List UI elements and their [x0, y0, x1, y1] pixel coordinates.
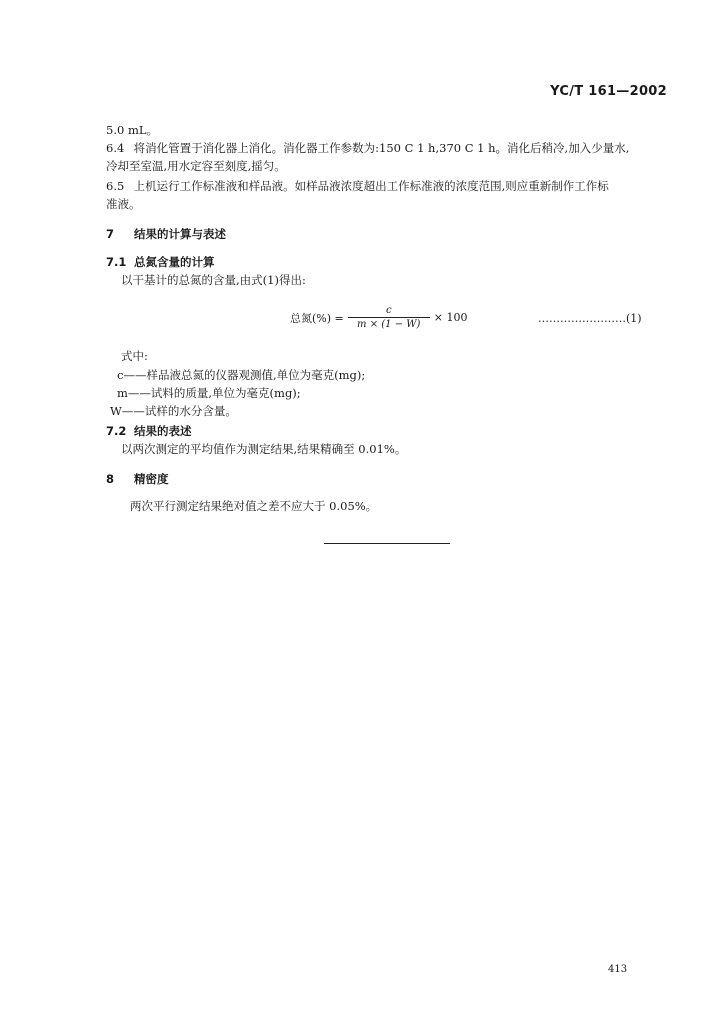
- end-of-document-rule: [324, 543, 450, 544]
- standard-number: YC/T 161—2002: [550, 84, 667, 99]
- body-line: 5.0 mL。: [106, 123, 158, 137]
- section-8-text: 两次平行测定结果绝对值之差不应大于 0.05%。: [130, 499, 378, 513]
- section-number: 8: [106, 472, 115, 486]
- fraction-bar: [348, 317, 430, 318]
- section-8-heading: [106, 473, 169, 487]
- equation-number: ……………………(1): [538, 312, 642, 325]
- clause-number: 6.4: [106, 141, 125, 155]
- total-nitrogen-formula: [290, 305, 467, 330]
- formula-fraction: [348, 305, 430, 330]
- formula-lhs: 总氮(%) =: [290, 311, 344, 325]
- body-line: 准液。: [106, 197, 141, 211]
- variable-m-definition: m——试料的质量,单位为毫克(mg);: [117, 386, 301, 400]
- section-title: 结果的表述: [134, 424, 192, 438]
- page-number: 413: [608, 964, 628, 975]
- formula-multiplier: × 100: [433, 311, 468, 324]
- section-number: 7.1: [106, 255, 127, 269]
- where-label: 式中:: [121, 349, 148, 363]
- clause-text: 上机运行工作标准液和样品液。如样品液浓度超出工作标准液的浓度范围,则应重新制作工作标: [133, 179, 609, 193]
- clause-number: 6.5: [106, 179, 125, 193]
- section-7-2-text: 以两次测定的平均值作为测定结果,结果精确至 0.01%。: [121, 442, 407, 456]
- clause-6-4: [106, 142, 629, 156]
- body-line: 冷却至室温,用水定容至刻度,摇匀。: [106, 159, 286, 173]
- section-7-1-intro: 以干基计的总氮的含量,由式(1)得出:: [121, 273, 306, 287]
- section-title: 结果的计算与表述: [134, 227, 227, 241]
- section-7-heading: [106, 228, 226, 242]
- formula-numerator: c: [385, 305, 392, 316]
- section-number: 7: [106, 227, 115, 241]
- clause-text: 将消化管置于消化器上消化。消化器工作参数为:150 C 1 h,370 C 1 h。消化后稍冷,加入少量水,: [133, 141, 630, 155]
- formula-denominator: m × (1 − W): [357, 319, 421, 330]
- section-7-1-heading: [106, 256, 215, 270]
- variable-w-definition: W——试样的水分含量。: [110, 404, 237, 418]
- section-title: 精密度: [134, 472, 169, 486]
- variable-c-definition: c——样品液总氮的仪器观测值,单位为毫克(mg);: [117, 368, 366, 382]
- section-number: 7.2: [106, 424, 127, 438]
- section-title: 总氮含量的计算: [134, 255, 215, 269]
- section-7-2-heading: [106, 425, 192, 439]
- clause-6-5: [106, 180, 609, 194]
